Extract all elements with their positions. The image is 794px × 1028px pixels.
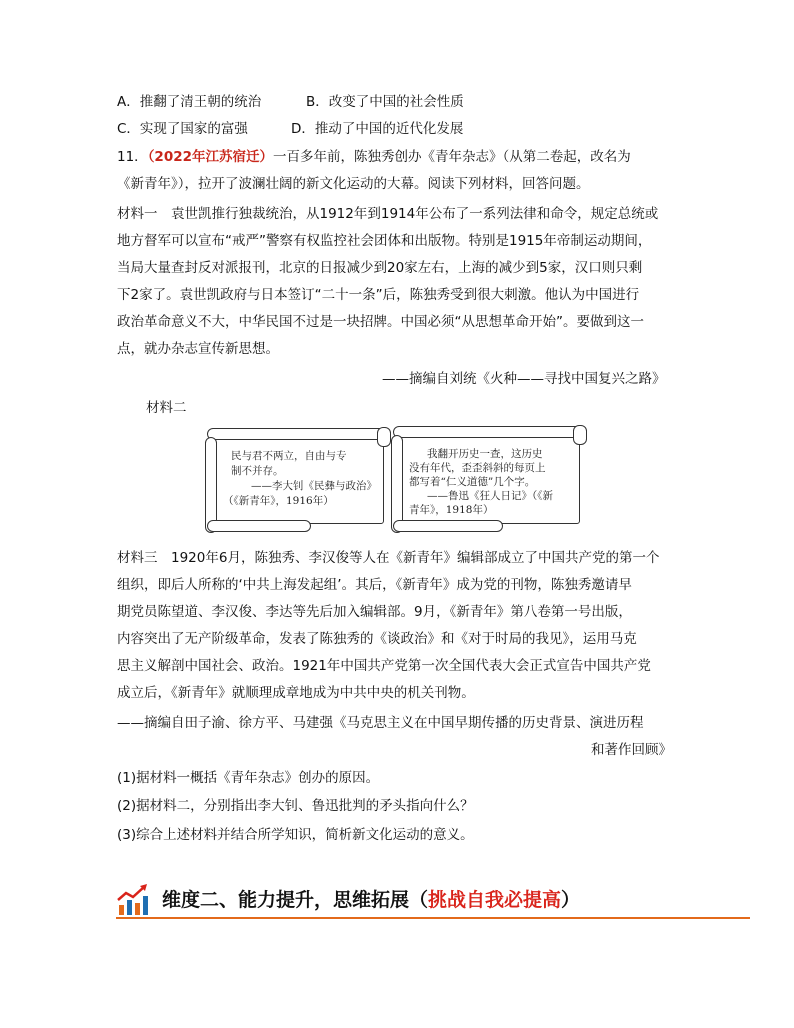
material1-citation: ——摘编自刘统《火种——寻找中国复兴之路》 <box>382 371 666 387</box>
scroll-roll <box>573 425 587 445</box>
material3-citation: ——摘编自田子渝、徐方平、马建强《马克思主义在中国早期传播的历史背景、演进历程 <box>117 715 644 731</box>
scroll-roll <box>205 437 217 533</box>
section-header <box>116 883 750 919</box>
material3-line: 材料三 1920年6月，陈独秀、李汉俊等人在《新青年》编辑部成立了中国共产党的第一个 <box>117 550 660 566</box>
sub-question-3: (3)综合上述材料并结合所学知识，简析新文化运动的意义。 <box>117 827 474 843</box>
material3-line: 思主义解剖中国社会、政治。1921年中国共产党第一次全国代表大会正式宣告中国共产党 <box>117 658 651 674</box>
quote-attribution: ——李大钊《民彝与政治》 <box>251 480 377 492</box>
material3-line: 组织，即后人所称的‘中共上海发起组’。其后，《新青年》成为党的刊物，陈独秀邀请早 <box>117 577 632 593</box>
scroll-roll <box>207 520 311 532</box>
material3-line: 成立后，《新青年》就顺理成章地成为中共中央的机关刊物。 <box>117 685 475 701</box>
material3-citation-end: 和著作回顾》 <box>591 742 672 758</box>
scroll-roll <box>391 435 403 533</box>
quote-line: 制不并存。 <box>231 465 284 477</box>
question-intro: 一百多年前，陈独秀创办《青年杂志》（从第二卷起，改名为 <box>273 149 631 165</box>
material1-line: 下2家了。袁世凯政府与日本签订“二十一条”后，陈独秀受到很大刺激。他认为中国进行 <box>117 287 640 303</box>
question-number: 11． <box>117 149 148 165</box>
section-title-accent: 挑战自我必提高 <box>428 889 562 911</box>
quote-line: 我翻开历史一查，这历史 <box>427 448 543 460</box>
scroll-quote-left <box>212 434 384 524</box>
option-b: B．改变了中国的社会性质 <box>306 94 464 110</box>
question-11-line2: 《新青年》），拉开了波澜壮阔的新文化运动的大幕。阅读下列材料，回答问题。 <box>117 176 590 192</box>
quote-attribution: 青年》，1918年） <box>409 504 494 516</box>
scroll-roll <box>393 426 585 438</box>
option-a: A．推翻了清王朝的统治 <box>117 94 262 110</box>
sub-question-2: (2)据材料二，分别指出李大钊、鲁迅批判的矛头指向什么？ <box>117 798 474 814</box>
quote-attribution: ——鲁迅《狂人日记》（《新 <box>427 490 553 502</box>
quote-attribution: （《新青年》，1916年） <box>223 495 334 507</box>
material1-line: 材料一 袁世凯推行独裁统治，从1912年到1914年公布了一系列法律和命令，规定总统或 <box>117 206 659 222</box>
scroll-roll <box>377 427 391 447</box>
quote-line: 民与君不两立，自由与专 <box>231 450 347 462</box>
material2-label: 材料二 <box>146 400 187 416</box>
quote-line: 没有年代，歪歪斜斜的每页上 <box>409 462 546 474</box>
section-title <box>162 885 580 912</box>
material3-line: 内容突出了无产阶级革命，发表了陈独秀的《谈政治》和《对于时局的我见》，运用马克 <box>117 631 637 647</box>
scroll-roll <box>393 520 503 532</box>
bar-chart-trend-icon <box>116 883 156 917</box>
question-source: （2022年江苏宿迁） <box>147 149 274 165</box>
material1-line: 点，就办杂志宣传新思想。 <box>117 341 279 357</box>
material3-line: 期党员陈望道、李汉俊、李达等先后加入编辑部。9月，《新青年》第八卷第一号出版， <box>117 604 632 620</box>
quote-line: 都写着“仁义道德”几个字。 <box>409 476 536 488</box>
sub-question-1: (1)据材料一概括《青年杂志》创办的原因。 <box>117 770 380 786</box>
material1-line: 地方督军可以宣布“戒严”警察有权监控社会团体和出版物。特别是1915年帝制运动期间， <box>117 233 652 249</box>
question-11-line1 <box>117 147 631 167</box>
section-title-end: ） <box>561 889 581 911</box>
section-title-main: 维度二、能力提升，思维拓展（ <box>162 889 429 911</box>
option-d: D．推动了中国的近代化发展 <box>291 121 464 137</box>
material1-line: 政治革命意义不大，中华民国不过是一块招牌。中国必须“从思想革命开始”。要做到这一 <box>117 314 644 330</box>
material1-line: 当局大量查封反对派报刊，北京的日报减少到20家左右，上海的减少到5家，汉口则只剩 <box>117 260 643 276</box>
scroll-quote-right <box>398 432 580 524</box>
option-c: C．实现了国家的富强 <box>117 121 248 137</box>
scroll-roll <box>207 428 389 440</box>
